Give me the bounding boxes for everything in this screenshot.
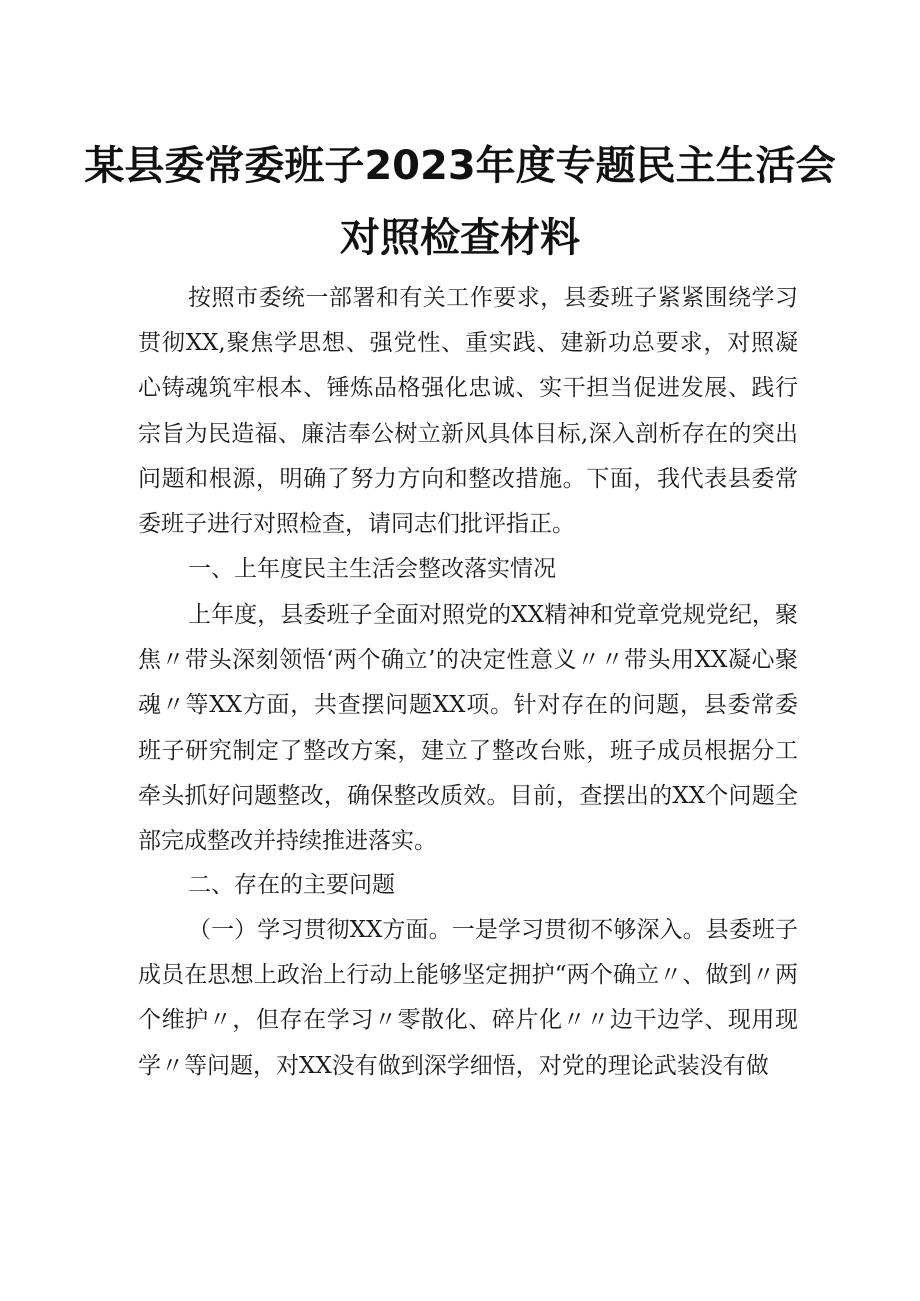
document-title-line-2: 对照检查材料	[340, 215, 580, 261]
section-2-heading: 二、存在的主要问题	[188, 872, 395, 898]
section-2-paragraph: （一）学习贯彻XX方面。一是学习贯彻不够深入。县委班子成员在思想上政治上行动上能够坚定拥护“两个确立〃、做到〃两个维护〃，但存在学习〃零散化、碎片化〃〃边干边学、现用现学〃等问题，对XX没有做到深学细悟，对党的理论武装没有做	[138, 917, 798, 1079]
section-1-paragraph: 上年度，县委班子全面对照党的XX精神和党章党规党纪，聚焦〃带头深刻领悟‘两个确立’的决定性意义〃〃带头用XX凝心聚魂〃等XX方面，共查摆问题XX项。针对存在的问题，县委常委班子研究制定了整改方案，建立了整改台账，班子成员根据分工牵头抓好问题整改，确保整改质效。目前，查摆出的XX个问题全部完成整改并持续推进落实。	[138, 602, 798, 855]
section-1-heading: 一、上年度民主生活会整改落实情况	[188, 556, 556, 582]
intro-paragraph: 按照市委统一部署和有关工作要求，县委班子紧紧围绕学习贯彻XX,聚焦学思想、强党性、重实践、建新功总要求，对照凝心铸魂筑牢根本、锤炼品格强化忠诚、实干担当促进发展、践行宗旨为民造福、廉洁奉公树立新风具体目标,深入剖析存在的突出问题和根源，明确了努力方向和整改措施。下面，我代表县委常委班子进行对照检查，请同志们批评指正。	[138, 285, 798, 538]
document-title-line-1: 某县委常委班子2023年度专题民主生活会	[84, 143, 836, 189]
